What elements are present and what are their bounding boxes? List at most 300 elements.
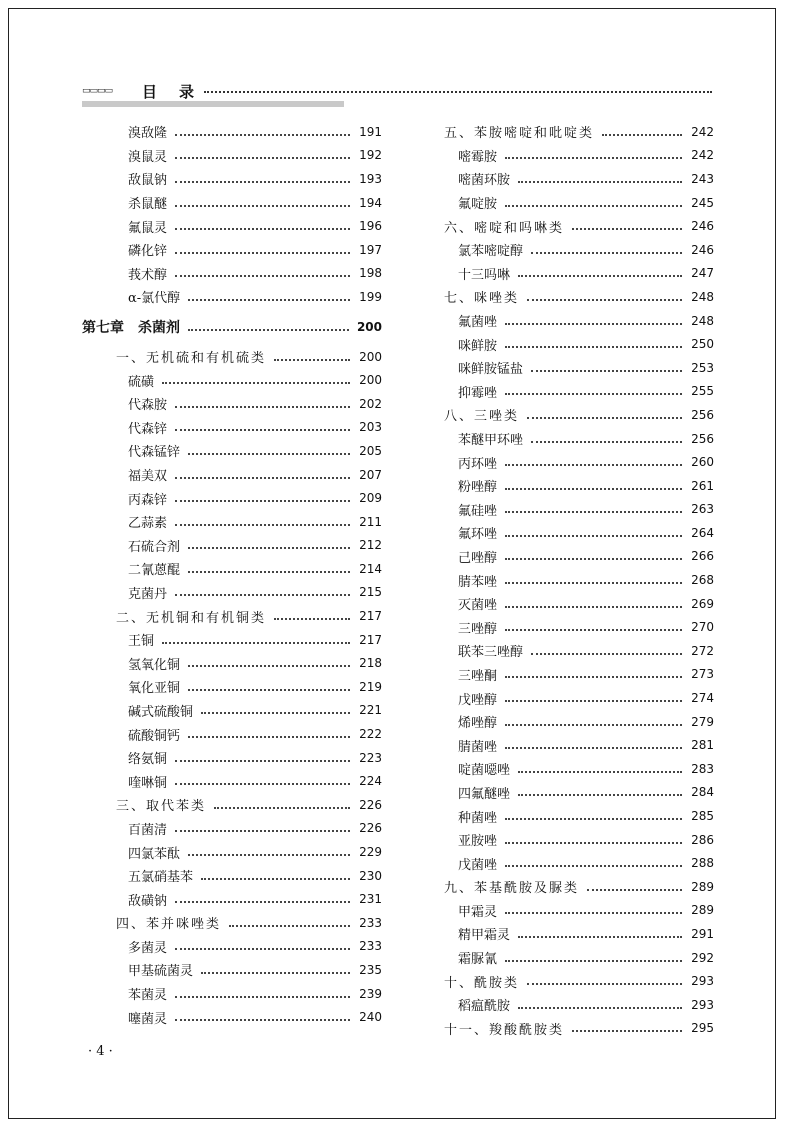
toc-entry-page: 200 xyxy=(356,319,382,334)
toc-item xyxy=(82,191,382,215)
toc-item xyxy=(82,769,382,793)
toc-item xyxy=(82,368,382,392)
toc-entry-page: 221 xyxy=(359,703,382,718)
toc-entry-title: 十一、羧酸酰胺类 xyxy=(444,1022,565,1038)
dot-leader xyxy=(188,299,350,301)
toc-item xyxy=(444,922,714,946)
toc-entry-title: 嘧菌环胺 xyxy=(458,173,511,189)
dot-leader xyxy=(505,676,682,678)
toc-item xyxy=(444,710,714,734)
toc-entry-title: 粉唑醇 xyxy=(458,480,498,496)
dot-leader xyxy=(505,960,682,962)
header-decoration: ▭▭▭▭ xyxy=(82,86,113,96)
toc-entry-title: 多菌灵 xyxy=(128,940,168,956)
toc-entry-page: 246 xyxy=(691,219,714,234)
toc-item xyxy=(82,699,382,723)
toc-entry-title: 莪术醇 xyxy=(128,267,168,283)
toc-entry-page: 212 xyxy=(359,538,382,553)
toc-section xyxy=(444,969,714,993)
toc-entry-title: 二、无机铜和有机铜类 xyxy=(116,610,267,626)
toc-entry-page: 256 xyxy=(691,431,714,446)
dot-leader xyxy=(518,1007,682,1009)
toc-section xyxy=(444,1017,714,1041)
dot-leader xyxy=(518,181,682,183)
toc-entry-title: 噻菌灵 xyxy=(128,1011,168,1027)
toc-entry-title: 苯菌灵 xyxy=(128,988,168,1004)
toc-item xyxy=(82,817,382,841)
toc-entry-title: 溴鼠灵 xyxy=(128,149,168,165)
toc-item xyxy=(82,840,382,864)
toc-item xyxy=(444,804,714,828)
toc-item xyxy=(82,581,382,605)
toc-entry-page: 215 xyxy=(359,585,382,600)
dot-leader xyxy=(175,524,350,526)
toc-entry-title: 四、苯并咪唑类 xyxy=(116,917,222,933)
toc-entry-title: 克菌丹 xyxy=(128,586,168,602)
toc-entry-page: 222 xyxy=(359,727,382,742)
toc-entry-page: 293 xyxy=(691,997,714,1012)
dot-leader xyxy=(175,228,350,230)
dot-leader xyxy=(175,996,350,998)
header-title: 目录 xyxy=(142,83,217,101)
toc-entry-title: 硫磺 xyxy=(128,374,155,390)
toc-entry-page: 229 xyxy=(359,845,382,860)
toc-entry-page: 196 xyxy=(359,219,382,234)
dot-leader xyxy=(175,181,350,183)
dot-leader xyxy=(175,500,350,502)
toc-item xyxy=(82,285,382,309)
toc-entry-page: 203 xyxy=(359,420,382,435)
toc-entry-title: 己唑醇 xyxy=(458,550,498,566)
toc-entry-title: 九、苯基酰胺及脲类 xyxy=(444,881,580,897)
toc-item xyxy=(82,958,382,982)
toc-item xyxy=(82,167,382,191)
dot-leader xyxy=(505,629,682,631)
toc-item xyxy=(82,887,382,911)
toc-entry-page: 230 xyxy=(359,868,382,883)
toc-section xyxy=(444,875,714,899)
dot-leader xyxy=(602,134,682,136)
toc-item xyxy=(82,651,382,675)
dot-leader xyxy=(505,582,682,584)
toc-entry-page: 223 xyxy=(359,750,382,765)
toc-section xyxy=(82,345,382,369)
toc-entry-page: 284 xyxy=(691,785,714,800)
toc-entry-title: 王铜 xyxy=(128,634,155,650)
dot-leader xyxy=(505,558,682,560)
toc-entry-title: 代森锌 xyxy=(128,421,168,437)
dot-leader xyxy=(505,842,682,844)
toc-entry-title: 氟硅唑 xyxy=(458,503,498,519)
toc-item xyxy=(82,262,382,286)
toc-entry-title: 七、咪唑类 xyxy=(444,291,520,307)
toc-item xyxy=(444,474,714,498)
toc-section xyxy=(444,403,714,427)
dot-leader xyxy=(175,406,350,408)
toc-item xyxy=(444,615,714,639)
dot-leader xyxy=(188,665,350,667)
toc-chapter xyxy=(82,309,382,345)
toc-entry-title: 亚胺唑 xyxy=(458,834,498,850)
toc-entry-title: 精甲霜灵 xyxy=(458,928,511,944)
toc-item xyxy=(82,1005,382,1029)
toc-item xyxy=(444,262,714,286)
toc-item xyxy=(82,510,382,534)
toc-entry-page: 264 xyxy=(691,525,714,540)
toc-section xyxy=(444,214,714,238)
toc-entry-title: 甲霜灵 xyxy=(458,904,498,920)
dot-leader xyxy=(531,441,682,443)
toc-item xyxy=(82,463,382,487)
toc-entry-page: 199 xyxy=(359,289,382,304)
toc-entry-page: 226 xyxy=(359,797,382,812)
toc-item xyxy=(444,521,714,545)
toc-entry-page: 231 xyxy=(359,892,382,907)
toc-item xyxy=(82,120,382,144)
dot-leader xyxy=(505,464,682,466)
toc-entry-title: 八、三唑类 xyxy=(444,409,520,425)
toc-entry-title: 氯苯嘧啶醇 xyxy=(458,244,524,260)
toc-entry-page: 261 xyxy=(691,478,714,493)
toc-entry-title: 十、酰胺类 xyxy=(444,975,520,991)
toc-entry-title: 戊菌唑 xyxy=(458,857,498,873)
toc-entry-page: 224 xyxy=(359,774,382,789)
toc-item xyxy=(82,486,382,510)
toc-item xyxy=(444,238,714,262)
toc-entry-page: 286 xyxy=(691,832,714,847)
toc-item xyxy=(82,416,382,440)
dot-leader xyxy=(188,547,350,549)
dot-leader xyxy=(175,477,350,479)
toc-item xyxy=(444,899,714,923)
dot-leader xyxy=(201,712,350,714)
dot-leader xyxy=(505,912,682,914)
toc-entry-title: 甲基硫菌灵 xyxy=(128,964,194,980)
toc-entry-page: 293 xyxy=(691,974,714,989)
toc-entry-title: 十三吗啉 xyxy=(458,267,511,283)
toc-entry-title: 二氰蒽醌 xyxy=(128,563,181,579)
toc-item xyxy=(444,380,714,404)
dot-leader xyxy=(175,134,350,136)
dot-leader xyxy=(572,228,682,230)
header-dot-leader xyxy=(204,91,712,93)
toc-entry-page: 285 xyxy=(691,809,714,824)
dot-leader xyxy=(188,854,350,856)
toc-entry-title: 氟环唑 xyxy=(458,527,498,543)
dot-leader xyxy=(201,878,350,880)
toc-item xyxy=(82,746,382,770)
toc-entry-page: 209 xyxy=(359,491,382,506)
toc-entry-page: 233 xyxy=(359,939,382,954)
toc-entry-page: 281 xyxy=(691,738,714,753)
toc-item xyxy=(82,534,382,558)
toc-entry-page: 233 xyxy=(359,915,382,930)
dot-leader xyxy=(527,983,682,985)
toc-entry-title: 敌鼠钠 xyxy=(128,173,168,189)
toc-item xyxy=(82,557,382,581)
toc-item xyxy=(444,946,714,970)
toc-entry-page: 291 xyxy=(691,926,714,941)
toc-entry-page: 269 xyxy=(691,596,714,611)
dot-leader xyxy=(527,299,682,301)
dot-leader xyxy=(518,771,682,773)
toc-entry-page: 200 xyxy=(359,373,382,388)
dot-leader xyxy=(505,511,682,513)
toc-item xyxy=(82,628,382,652)
dot-leader xyxy=(505,747,682,749)
toc-entry-page: 239 xyxy=(359,986,382,1001)
toc-entry-title: 氟啶胺 xyxy=(458,197,498,213)
dot-leader xyxy=(518,936,682,938)
toc-entry-page: 245 xyxy=(691,195,714,210)
toc-section xyxy=(82,793,382,817)
page-number: · 4 · xyxy=(88,1044,113,1059)
toc-entry-page: 273 xyxy=(691,667,714,682)
toc-entry-page: 226 xyxy=(359,821,382,836)
toc-entry-page: 283 xyxy=(691,761,714,776)
toc-entry-title: 硫酸铜钙 xyxy=(128,728,181,744)
dot-leader xyxy=(162,642,350,644)
toc-entry-title: 氧化亚铜 xyxy=(128,681,181,697)
toc-entry-title: 一、无机硫和有机硫类 xyxy=(116,351,267,367)
dot-leader xyxy=(505,724,682,726)
toc-entry-page: 279 xyxy=(691,714,714,729)
toc-item xyxy=(444,663,714,687)
toc-entry-title: 氟菌唑 xyxy=(458,315,498,331)
toc-entry-page: 243 xyxy=(691,171,714,186)
toc-entry-page: 217 xyxy=(359,632,382,647)
toc-item xyxy=(444,592,714,616)
toc-item xyxy=(444,639,714,663)
toc-left-column xyxy=(82,120,382,1029)
dot-leader xyxy=(175,948,350,950)
dot-leader xyxy=(175,205,350,207)
toc-entry-page: 289 xyxy=(691,903,714,918)
dot-leader xyxy=(175,429,350,431)
dot-leader xyxy=(188,453,350,455)
toc-entry-title: 溴敌隆 xyxy=(128,126,168,142)
toc-item xyxy=(444,309,714,333)
dot-leader xyxy=(531,370,682,372)
dot-leader xyxy=(505,818,682,820)
toc-entry-title: α-氯代醇 xyxy=(128,291,181,307)
dot-leader xyxy=(229,925,350,927)
dot-leader xyxy=(505,488,682,490)
toc-item xyxy=(444,545,714,569)
dot-leader xyxy=(527,417,682,419)
dot-leader xyxy=(188,571,350,573)
toc-entry-title: 络氨铜 xyxy=(128,752,168,768)
toc-entry-page: 295 xyxy=(691,1021,714,1036)
toc-entry-title: 敌磺钠 xyxy=(128,893,168,909)
toc-entry-title: 种菌唑 xyxy=(458,810,498,826)
dot-leader xyxy=(175,275,350,277)
toc-entry-page: 272 xyxy=(691,643,714,658)
toc-entry-page: 200 xyxy=(359,349,382,364)
toc-entry-page: 235 xyxy=(359,962,382,977)
dot-leader xyxy=(505,535,682,537)
toc-item xyxy=(444,144,714,168)
toc-item xyxy=(82,214,382,238)
toc-entry-title: 三唑醇 xyxy=(458,621,498,637)
dot-leader xyxy=(531,653,682,655)
toc-entry-title: 氟鼠灵 xyxy=(128,220,168,236)
dot-leader xyxy=(175,252,350,254)
toc-entry-page: 270 xyxy=(691,620,714,635)
toc-item xyxy=(82,238,382,262)
toc-item xyxy=(444,356,714,380)
toc-entry-title: 碱式硫酸铜 xyxy=(128,704,194,720)
dot-leader xyxy=(175,157,350,159)
dot-leader xyxy=(587,889,682,891)
toc-entry-page: 289 xyxy=(691,879,714,894)
toc-entry-title: 福美双 xyxy=(128,469,168,485)
toc-entry-page: 219 xyxy=(359,679,382,694)
toc-section xyxy=(444,285,714,309)
toc-entry-title: 三、取代苯类 xyxy=(116,799,207,815)
toc-entry-title: 百菌清 xyxy=(128,822,168,838)
toc-entry-title: 四氟醚唑 xyxy=(458,786,511,802)
toc-entry-page: 198 xyxy=(359,266,382,281)
dot-leader xyxy=(505,346,682,348)
toc-entry-page: 248 xyxy=(691,313,714,328)
toc-entry-page: 242 xyxy=(691,124,714,139)
toc-entry-title: 联苯三唑醇 xyxy=(458,645,524,661)
toc-entry-page: 205 xyxy=(359,443,382,458)
toc-item xyxy=(82,722,382,746)
toc-entry-title: 灭菌唑 xyxy=(458,598,498,614)
toc-entry-title: 喹啉铜 xyxy=(128,775,168,791)
toc-entry-page: 260 xyxy=(691,455,714,470)
dot-leader xyxy=(201,972,350,974)
toc-item xyxy=(444,828,714,852)
toc-entry-page: 240 xyxy=(359,1010,382,1025)
toc-item xyxy=(444,191,714,215)
toc-entry-page: 194 xyxy=(359,195,382,210)
toc-item xyxy=(82,982,382,1006)
dot-leader xyxy=(505,157,682,159)
toc-item xyxy=(444,757,714,781)
toc-item xyxy=(444,427,714,451)
toc-entry-page: 288 xyxy=(691,856,714,871)
dot-leader xyxy=(175,783,350,785)
toc-entry-page: 250 xyxy=(691,337,714,352)
toc-item xyxy=(444,781,714,805)
dot-leader xyxy=(175,901,350,903)
toc-item xyxy=(82,392,382,416)
toc-entry-title: 咪鲜胺 xyxy=(458,338,498,354)
toc-item xyxy=(444,498,714,522)
toc-entry-page: 217 xyxy=(359,609,382,624)
dot-leader xyxy=(175,760,350,762)
toc-entry-title: 石硫合剂 xyxy=(128,539,181,555)
toc-entry-title: 霜脲氰 xyxy=(458,952,498,968)
toc-entry-page: 218 xyxy=(359,656,382,671)
toc-entry-page: 274 xyxy=(691,691,714,706)
toc-item xyxy=(444,450,714,474)
dot-leader xyxy=(188,736,350,738)
toc-entry-title: 四氯苯酞 xyxy=(128,846,181,862)
toc-entry-title: 稻瘟酰胺 xyxy=(458,999,511,1015)
toc-item xyxy=(444,332,714,356)
toc-entry-page: 247 xyxy=(691,266,714,281)
toc-entry-title: 氢氧化铜 xyxy=(128,657,181,673)
toc-entry-title: 丙森锌 xyxy=(128,492,168,508)
dot-leader xyxy=(518,794,682,796)
toc-entry-page: 266 xyxy=(691,549,714,564)
dot-leader xyxy=(175,1019,350,1021)
toc-entry-title: 咪鲜胺锰盐 xyxy=(458,362,524,378)
dot-leader xyxy=(505,323,682,325)
toc-entry-title: 六、嘧啶和吗啉类 xyxy=(444,220,565,236)
toc-entry-title: 乙蒜素 xyxy=(128,516,168,532)
dot-leader xyxy=(505,393,682,395)
header-underline-bar xyxy=(82,101,344,107)
toc-entry-title: 五、苯胺嘧啶和吡啶类 xyxy=(444,126,595,142)
dot-leader xyxy=(175,830,350,832)
toc-right-column xyxy=(444,120,714,1040)
toc-entry-title: 三唑酮 xyxy=(458,668,498,684)
dot-leader xyxy=(274,359,350,361)
toc-item xyxy=(444,733,714,757)
toc-item xyxy=(82,675,382,699)
dot-leader xyxy=(505,700,682,702)
dot-leader xyxy=(214,807,350,809)
dot-leader xyxy=(572,1030,682,1032)
toc-entry-title: 嘧霉胺 xyxy=(458,149,498,165)
toc-entry-title: 啶菌噁唑 xyxy=(458,763,511,779)
toc-entry-title: 苯醚甲环唑 xyxy=(458,433,524,449)
toc-entry-page: 207 xyxy=(359,467,382,482)
toc-entry-page: 263 xyxy=(691,502,714,517)
toc-entry-page: 253 xyxy=(691,360,714,375)
toc-item xyxy=(82,935,382,959)
toc-entry-title: 代森胺 xyxy=(128,398,168,414)
toc-entry-page: 255 xyxy=(691,384,714,399)
toc-item xyxy=(82,439,382,463)
toc-item xyxy=(444,167,714,191)
toc-entry-page: 268 xyxy=(691,573,714,588)
toc-entry-title: 第七章 杀菌剂 xyxy=(82,319,180,336)
toc-entry-page: 191 xyxy=(359,124,382,139)
toc-item xyxy=(444,686,714,710)
toc-entry-title: 杀鼠醚 xyxy=(128,197,168,213)
toc-entry-title: 抑霉唑 xyxy=(458,385,498,401)
toc-entry-page: 192 xyxy=(359,148,382,163)
dot-leader xyxy=(505,865,682,867)
toc-item xyxy=(82,864,382,888)
toc-item xyxy=(82,144,382,168)
toc-section xyxy=(82,911,382,935)
dot-leader xyxy=(162,382,350,384)
toc-entry-title: 丙环唑 xyxy=(458,456,498,472)
dot-leader xyxy=(518,275,682,277)
toc-entry-title: 腈苯唑 xyxy=(458,574,498,590)
dot-leader xyxy=(505,606,682,608)
toc-section xyxy=(444,120,714,144)
toc-entry-title: 代森锰锌 xyxy=(128,445,181,461)
toc-entry-title: 五氯硝基苯 xyxy=(128,870,194,886)
toc-entry-title: 磷化锌 xyxy=(128,244,168,260)
toc-item xyxy=(444,851,714,875)
toc-entry-page: 292 xyxy=(691,950,714,965)
toc-entry-title: 戊唑醇 xyxy=(458,692,498,708)
toc-entry-page: 214 xyxy=(359,561,382,576)
dot-leader xyxy=(531,252,682,254)
toc-entry-page: 202 xyxy=(359,396,382,411)
toc-entry-page: 197 xyxy=(359,242,382,257)
toc-entry-title: 腈菌唑 xyxy=(458,739,498,755)
